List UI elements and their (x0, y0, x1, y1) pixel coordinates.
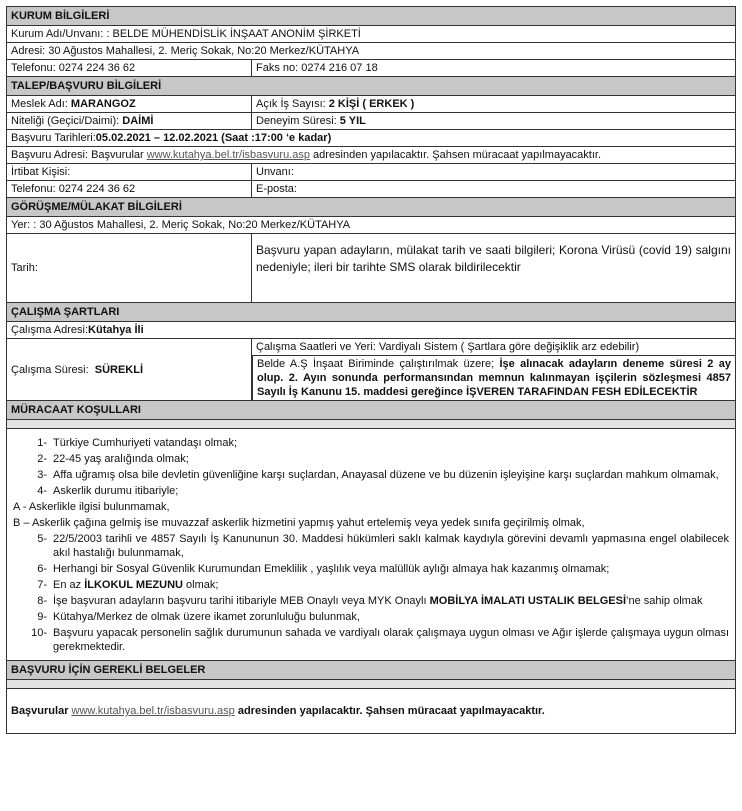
gorusme-tarih-label: Tarih: (11, 262, 38, 274)
section-title: MÜRACAAT KOŞULLARI (7, 401, 735, 419)
e-posta: E-posta: (251, 181, 735, 197)
niteligi: Niteliği (Geçici/Daimi): DAİMİ (11, 115, 154, 127)
list-subitem: B – Askerlik çağına gelmiş ise muvazzaf askerlik hizmetini yapmış yahut ertelemiş veya yedek sınıfa geçirilmiş olmak, (13, 517, 585, 529)
list-subitem: A - Askerlikle ilgisi bulunmamak, (13, 501, 170, 513)
kurum-unvan: Kurum Adı/Unvanı: : BELDE MÜHENDİSLİK İNŞAAT ANONİM ŞİRKETİ (11, 28, 361, 40)
list-item: 3- Affa uğramış olsa bile devletin güvenliğine karşı suçlardan, Anayasal düzene ve bu düzenin işleyişine karşı suçlardan mahkum olmamak, (37, 469, 719, 481)
belgeler-text: Başvurular www.kutahya.bel.tr/isbasvuru.asp adresinden yapılacaktır. Şahsen müracaat yapılmayacaktır. (11, 705, 545, 717)
basvuru-tarihleri: Başvuru Tarihleri:05.02.2021 – 12.02.2021 (Saat :17:00 ‘e kadar) (11, 132, 332, 144)
list-item: 2- 22-45 yaş aralığında olmak; (37, 453, 189, 465)
basvuru-adresi: Başvuru Adresi: Başvurular www.kutahya.bel.tr/isbasvuru.asp adresinden yapılacaktır. Şahsen müracaat yapılmayacaktır. (11, 149, 602, 161)
belgeler-link[interactable]: www.kutahya.bel.tr/isbasvuru.asp (71, 705, 235, 717)
section-title: BAŞVURU İÇİN GEREKLİ BELGELER (7, 661, 735, 679)
kurum-telefon: Telefonu: 0274 224 36 62 (11, 62, 136, 74)
section-header-kurum (6, 7, 736, 26)
section-header-calisma (6, 303, 736, 322)
list-item: 6- Herhangi bir Sosyal Güvenlik Kurumundan Emeklilik , yaşlılık veya malüllük aylığı almaya hak kazanmış olmamak; (37, 563, 610, 575)
list-item: 1- Türkiye Cumhuriyeti vatandaşı olmak; (37, 437, 238, 449)
calisma-birim: Belde A.Ş İnşaat Biriminde çalıştırılmak üzere; İşe alınacak adayların deneme süresi 2 ay olup. 2. Ayın sonunda performansından memnun kalınmayan işçilerin sözleşmesi 4857 Sayılı İş Kanunu 15. maddesi gereğince İŞVEREN TARAFINDAN FESH EDİLECEKTİR (252, 356, 735, 400)
calisma-suresi: Çalışma Süresi: SÜREKLİ (11, 363, 144, 376)
section-header-gorusme (6, 198, 736, 217)
section-spacer (6, 680, 736, 689)
section-title: GÖRÜŞME/MÜLAKAT BİLGİLERİ (7, 198, 735, 216)
section-spacer (6, 420, 736, 429)
kurum-faks: Faks no: 0274 216 07 18 (251, 60, 735, 76)
list-item: 9- Kütahya/Merkez de olmak üzere ikamet zorunluluğu bulunmak, (37, 611, 360, 623)
muracaat-list (6, 429, 736, 661)
gorusme-yer: Yer: : 30 Ağustos Mahallesi, 2. Meriç Sokak, No:20 Merkez/KÜTAHYA (11, 219, 351, 231)
section-title: TALEP/BAŞVURU BİLGİLERİ (7, 77, 735, 95)
list-item: 8- İşe başvuran adayların başvuru tarihi itibariyle MEB Onaylı veya MYK Onaylı MOBİLYA İMALATI USTALIK BELGESİ’ne sahip olmak (37, 595, 703, 607)
calisma-saatleri: Çalışma Saatleri ve Yeri: Vardiyalı Sistem ( Şartlara göre değişiklik arz edebilir) (252, 339, 735, 356)
deneyim-suresi: Deneyim Süresi: 5 YIL (251, 113, 735, 129)
section-title: ÇALIŞMA ŞARTLARI (7, 303, 735, 321)
basvuru-link[interactable]: www.kutahya.bel.tr/isbasvuru.asp (146, 149, 310, 161)
section-title: KURUM BİLGİLERİ (7, 7, 735, 25)
calisma-detay (251, 339, 735, 400)
irtibat-telefon: Telefonu: 0274 224 36 62 (11, 183, 136, 195)
gorusme-tarih-text: Başvuru yapan adayların, mülakat tarih ve saati bilgileri; Korona Virüsü (covid 19) salgını nedeniyle; ileri bir tarihte SMS olarak bildirilecektir (251, 234, 735, 302)
meslek-adi: Meslek Adı: MARANGOZ (11, 98, 136, 110)
section-header-belgeler (6, 661, 736, 680)
kurum-adres: Adresi: 30 Ağustos Mahallesi, 2. Meriç Sokak, No:20 Merkez/KÜTAHYA (11, 45, 360, 57)
unvani: Unvanı: (251, 164, 735, 180)
list-item: 7- En az İLKOKUL MEZUNU olmak; (37, 579, 219, 591)
list-item: 10- Başvuru yapacak personelin sağlık durumunun sahada ve vardiyalı olarak çalışmaya uygun olması ve Ağır işlerde çalışmaya uygun olması gerekmektedir. (31, 627, 729, 653)
section-header-muracaat (6, 401, 736, 420)
irtibat-kisisi: İrtibat Kişisi: (11, 166, 71, 178)
form-page (6, 6, 736, 734)
acik-is-sayisi: Açık İş Sayısı: 2 KİŞİ ( ERKEK ) (251, 96, 735, 112)
section-header-talep (6, 77, 736, 96)
list-item: 4- Askerlik durumu itibariyle; (37, 485, 179, 497)
calisma-adresi: Çalışma Adresi:Kütahya İli (11, 324, 144, 336)
list-item: 5- 22/5/2003 tarihli ve 4857 Sayılı İş Kanununun 30. Maddesi hükümleri saklı kalmak kaydıyla görevini devamlı yapmasına engel olabilecek akıl hastalığı bulunmamak, (37, 533, 729, 559)
